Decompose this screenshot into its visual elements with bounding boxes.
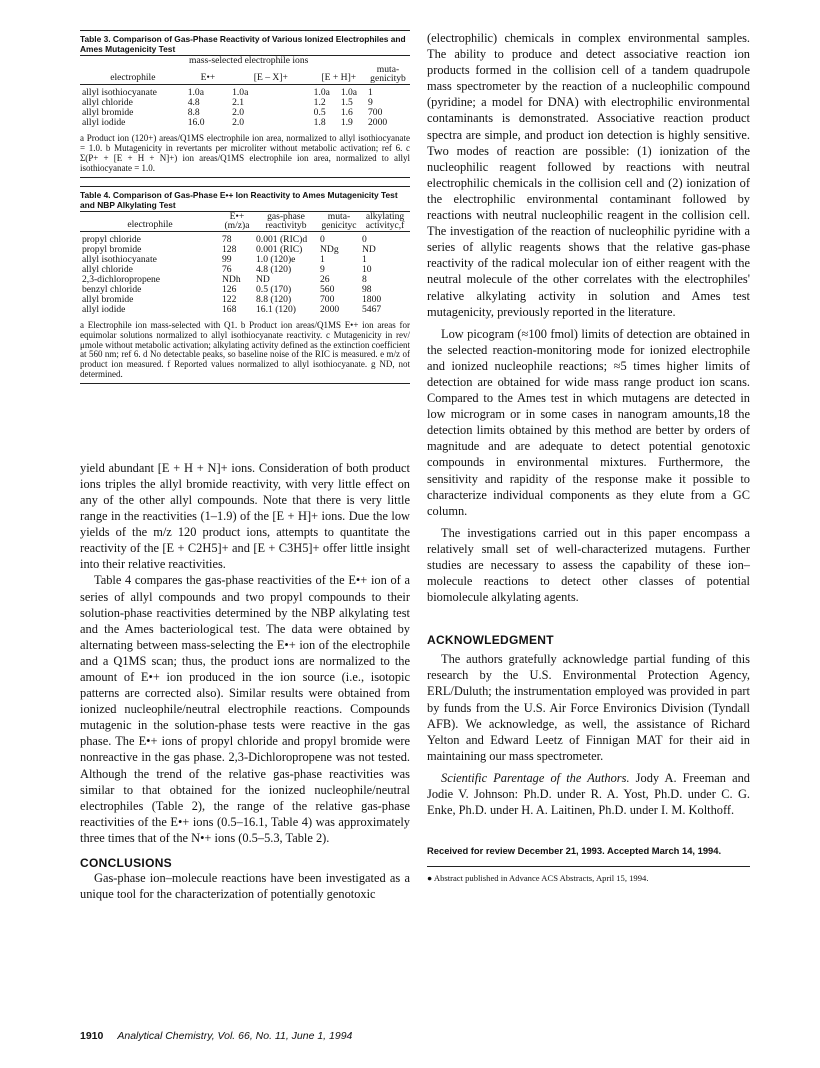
table-cell: 10 [362, 264, 372, 275]
table-cell: 76 [222, 264, 232, 275]
table-cell: 1 [320, 254, 325, 265]
paragraph: yield abundant [E + H + N]+ ions. Consideration of both product ions triples the allyl bromide reactivity, with very little effect on any of the other allyl compounds. Note that there is very little range in the reactivities (1–1.9) of the [E + H]+ ions. Due the low yields of the m/z 120 product ions, attempts to quantitate the reactivity of the [E + C2H5]+ and [E + C3H5]+ offer little insight into their relative reactivities. [80, 460, 410, 572]
table-cell: allyl iodide [82, 304, 126, 315]
table-3-col-muta: muta-genicityb [366, 65, 410, 85]
table-4-bottom-rule [80, 383, 410, 384]
paragraph: Table 4 compares the gas-phase reactivities of the E•+ ion of a series of allyl compounds and two propyl compounds to their solution-phase reactivities determined by the NBP alkylating test and the Ames bacteriological test. The data were obtained by alternating between mass-selecting the E•+ ion of the electrophile and a Q1MS scan; thus, the product ions are normalized to the amount of E•+ ion produced in the ion source (i.e., isotopic patterns are corrected also). Similar results were obtained from ionized nucleophile/neutral electrophile reactions. Compounds mutagenic in the solution-phase tests were reactive in the gas phase. The E•+ ions of propyl chloride and propyl bromide were nonreactive in the gas phase. 2,3-Dichloropropene was not tested. Although the trend of the relative gas-phase reactivities was similar to that obtained for the ionized nucleophile/neutral electrophiles (Table 2), the range of the relative gas-phase reactivities of the E•+ ions (0.5–16.1, Table 4) was approximately three times that of the N•+ ions (0.5–5.3, Table 2). [80, 573, 410, 845]
table-row [80, 118, 410, 128]
table-cell: propyl bromide [82, 244, 142, 255]
table-row [80, 305, 410, 315]
table-cell: allyl isothiocyanate [82, 87, 157, 99]
journal-citation: Analytical Chemistry, Vol. 66, No. 11, June 1, 1994 [117, 1030, 353, 1042]
table-cell: allyl chloride [82, 97, 133, 109]
table-cell: allyl iodide [82, 117, 126, 129]
footnote: ● Abstract published in Advance ACS Abstracts, April 15, 1994. [427, 873, 649, 884]
table-cell: 2.1 [232, 97, 245, 109]
table-row [80, 85, 410, 99]
table-cell: 9 [368, 97, 373, 109]
table-cell: 1.0a [232, 87, 249, 99]
table-4-col-react: gas-phase reactivityb [254, 212, 318, 232]
table-cell: 8.8 [187, 107, 200, 119]
table-cell: 126 [222, 284, 237, 295]
table-cell: 1800 [362, 294, 382, 305]
paragraph: (electrophilic) chemicals in complex environmental samples. The ability to produce and detect associative reaction ion products formed in the collision cell of a tandem quadrupole mass spectrometer by the reaction of a nucleophilic compound (pyridine; a model for DNA) with electrophilic environmental contaminants is demonstrated. Associative reaction product spectra are simple, and product ion detection is highly sensitive. Two modes of reaction are possible: (1) ionization of the nucleophilic reagent followed by reactions with neutral electrophilic chemicals in the collision cell and (2) ionization of the electrophilic environmental contaminant followed by reactions with neutral nucleophilic reagent in the collision cell. The investigation of the reaction of nucleophilic pyridine with a series of allylic reagents shows that the relative gas-phase reactivity of the radical molecular ion of either reagent with the neutral molecule of the other correlates with the electrophiles' relative alkylating activity in solution and Ames test mutagenicity, previously reported in the literature. [427, 31, 750, 319]
table-4-grid [80, 212, 410, 315]
table-4-body [80, 232, 410, 316]
table-cell: 1.0a [313, 87, 330, 99]
table-cell: 2.0 [232, 107, 245, 119]
paragraph [427, 770, 750, 818]
table-cell: 2,3-dichloropropene [82, 274, 161, 285]
table-4-col-muta: muta-genicityc [318, 212, 360, 232]
table-cell: 98 [362, 284, 372, 295]
paragraph: Gas-phase ion–molecule reactions have been investigated as a unique tool for the characterization of potentially genotoxic [80, 871, 410, 902]
parentage-text: Jody A. Freeman and Jodie V. Johnson: Ph.D. under R. A. Yost, Ph.D. under C. G. Enke, Ph.D. under H. A. Laitinen, Ph.D. under I. M. Kolthoff. [427, 770, 750, 818]
table-cell: allyl isothiocyanate [82, 254, 157, 265]
table-cell: allyl bromide [82, 294, 134, 305]
table-cell: 700 [320, 294, 335, 305]
table-cell: 4.8 [187, 97, 200, 109]
table-cell: 1 [362, 254, 367, 265]
table-cell: 16.0 [187, 117, 205, 129]
table-cell: 1.8 [313, 117, 326, 129]
table-4 [80, 186, 410, 384]
footnote-text: Abstract published in Advance ACS Abstracts, April 15, 1994. [433, 873, 649, 884]
left-column [80, 30, 410, 902]
table-cell: 9 [320, 264, 325, 275]
table-cell: 1.0 (120)e [256, 254, 296, 265]
table-cell: 122 [222, 294, 237, 305]
table-3-col-ex: [E – X]+ [230, 65, 312, 85]
table-4-col-alk: alkylating activityc,f [360, 212, 410, 232]
table-3-col-electrophile: electrophile [80, 65, 186, 85]
table-cell: 1.9 [340, 117, 353, 129]
page-footer [80, 1030, 352, 1042]
table-cell: 0.001 (RIC)d [256, 234, 308, 245]
table-cell: 2.0 [232, 117, 245, 129]
table-3-grid [80, 56, 410, 128]
table-cell: 1 [368, 87, 373, 99]
table-3-col-e: E•+ [186, 65, 230, 85]
table-3-notes: a Product ion (120+) areas/Q1MS electrophile ion area, normalized to allyl isothiocyanate = 1.0. b Mutagenicity in revertants per microliter without metabolic activation; ref 6. c Σ(P+ + [E + H + N]+) ion areas/Q1MS electrophile ion area, normalized to allyl isothiocyanate = 1.0. [80, 133, 410, 173]
table-4-col-mz: E•+ (m/z)a [220, 212, 254, 232]
table-cell: 0 [362, 234, 367, 245]
table-cell: 16.1 (120) [256, 304, 296, 315]
table-cell: 168 [222, 304, 237, 315]
received-line: Received for review December 21, 1993. Accepted March 14, 1994. [427, 845, 722, 857]
table-cell: ND [256, 274, 270, 285]
table-cell: 5467 [362, 304, 382, 315]
table-cell: 560 [320, 284, 335, 295]
table-cell: allyl bromide [82, 107, 134, 119]
table-cell: 78 [222, 234, 232, 245]
page-number: 1910 [80, 1030, 104, 1042]
table-cell: 4.8 (120) [256, 264, 292, 275]
table-cell: 1.2 [313, 97, 326, 109]
table-cell: 0.001 (RIC) [256, 244, 303, 255]
acknowledgment-heading: ACKNOWLEDGMENT [427, 633, 554, 648]
paragraph: Low picogram (≈100 fmol) limits of detection are obtained in the selected reaction-monitoring mode for ionized electrophile and ionized nucleophile reactions; ≈5 times higher limits of detection are obtained for wide mass range product ion scans. Compared to the Ames test in which mutagens are detected in low microgram or in some cases in nanogram amounts,18 the detection limits obtained by this method are better by orders of magnitude and are adequate to detect potential genotoxic compounds in environmental mixtures. Furthermore, the sensitivity and rapidity of the response make it possible to characterize individual components as they elute from a GC column. [427, 326, 750, 518]
table-cell: propyl chloride [82, 234, 141, 245]
paragraph: The investigations carried out in this paper encompass a relatively small set of well-characterized mutagens. Further studies are necessary to assess the capability of these ion–molecule reactions to detect other classes of potential biomolecule alkylating agents. [427, 525, 750, 605]
table-4-notes: a Electrophile ion mass-selected with Q1. b Product ion areas/Q1MS E•+ ion areas for equimolar solutions normalized to allyl isothiocyanate reactivity. c Mutagenicity in rev/μmole without metabolic activation; alkylating activity defined as the extinction coefficient at 560 nm; ref 6. d No detectable peaks, so baseline noise of the RIC is measured. e m/z of product ion measured. f Reported values normalized to allyl isothiocyanate. g ND, not determined. [80, 320, 410, 379]
table-cell: 1.0a [340, 87, 358, 99]
table-cell: 1.0a [187, 87, 204, 99]
table-cell: 8 [362, 274, 367, 285]
table-row [80, 108, 410, 118]
table-cell: 0 [320, 234, 325, 245]
right-body-text [427, 30, 750, 605]
table-cell: 0.5 (170) [256, 284, 292, 295]
table-cell: allyl chloride [82, 264, 133, 275]
table-3-top-rule [80, 30, 410, 31]
table-row [80, 232, 410, 246]
table-cell: 26 [320, 274, 330, 285]
table-cell: NDh [222, 274, 241, 285]
left-body-text [80, 460, 410, 846]
table-cell: 128 [222, 244, 237, 255]
paragraph: The authors gratefully acknowledge partial funding of this research by the U.S. Environmental Protection Agency, ERL/Duluth; the instrumentation employed was provided in part by funds from the U.S. Air Force Environics Division (Tyndall AFB). We acknowledge, as well, the assistance of Richard Yelton and Edward Leetz of Finnigan MAT for their aid in maintaining our mass spectrometer. [427, 652, 750, 763]
right-column [427, 30, 750, 883]
table-row [80, 295, 410, 305]
table-3-group-header: mass-selected electrophile ions [189, 55, 309, 67]
table-4-col-electrophile: electrophile [80, 212, 220, 232]
table-cell: 700 [368, 107, 383, 119]
table-cell: 2000 [320, 304, 340, 315]
parentage-label: Scientific Parentage of the Authors. [441, 770, 630, 785]
table-4-top-rule [80, 186, 410, 187]
table-3-body [80, 85, 410, 129]
table-cell: 99 [222, 254, 232, 265]
conclusions-heading: CONCLUSIONS [80, 856, 172, 871]
table-4-caption: Table 4. Comparison of Gas-Phase E•+ Ion Reactivity to Ames Mutagenicity Test and NBP Alkylating Test [80, 189, 398, 210]
table-cell: 8.8 (120) [256, 294, 292, 305]
table-cell: ND [362, 244, 376, 255]
table-3-caption: Table 3. Comparison of Gas-Phase Reactivity of Various Ionized Electrophiles and Ames Mutagenicity Test [80, 34, 406, 55]
table-cell: NDg [320, 244, 339, 255]
table-cell: 2000 [368, 117, 388, 129]
table-cell: 1.6 [340, 107, 353, 119]
table-3-col-eh: [E + H]+ [312, 65, 366, 85]
table-cell: 0.5 [313, 107, 326, 119]
table-cell: 1.5 [340, 97, 353, 109]
table-3 [80, 30, 410, 178]
table-cell: benzyl chloride [82, 284, 142, 295]
